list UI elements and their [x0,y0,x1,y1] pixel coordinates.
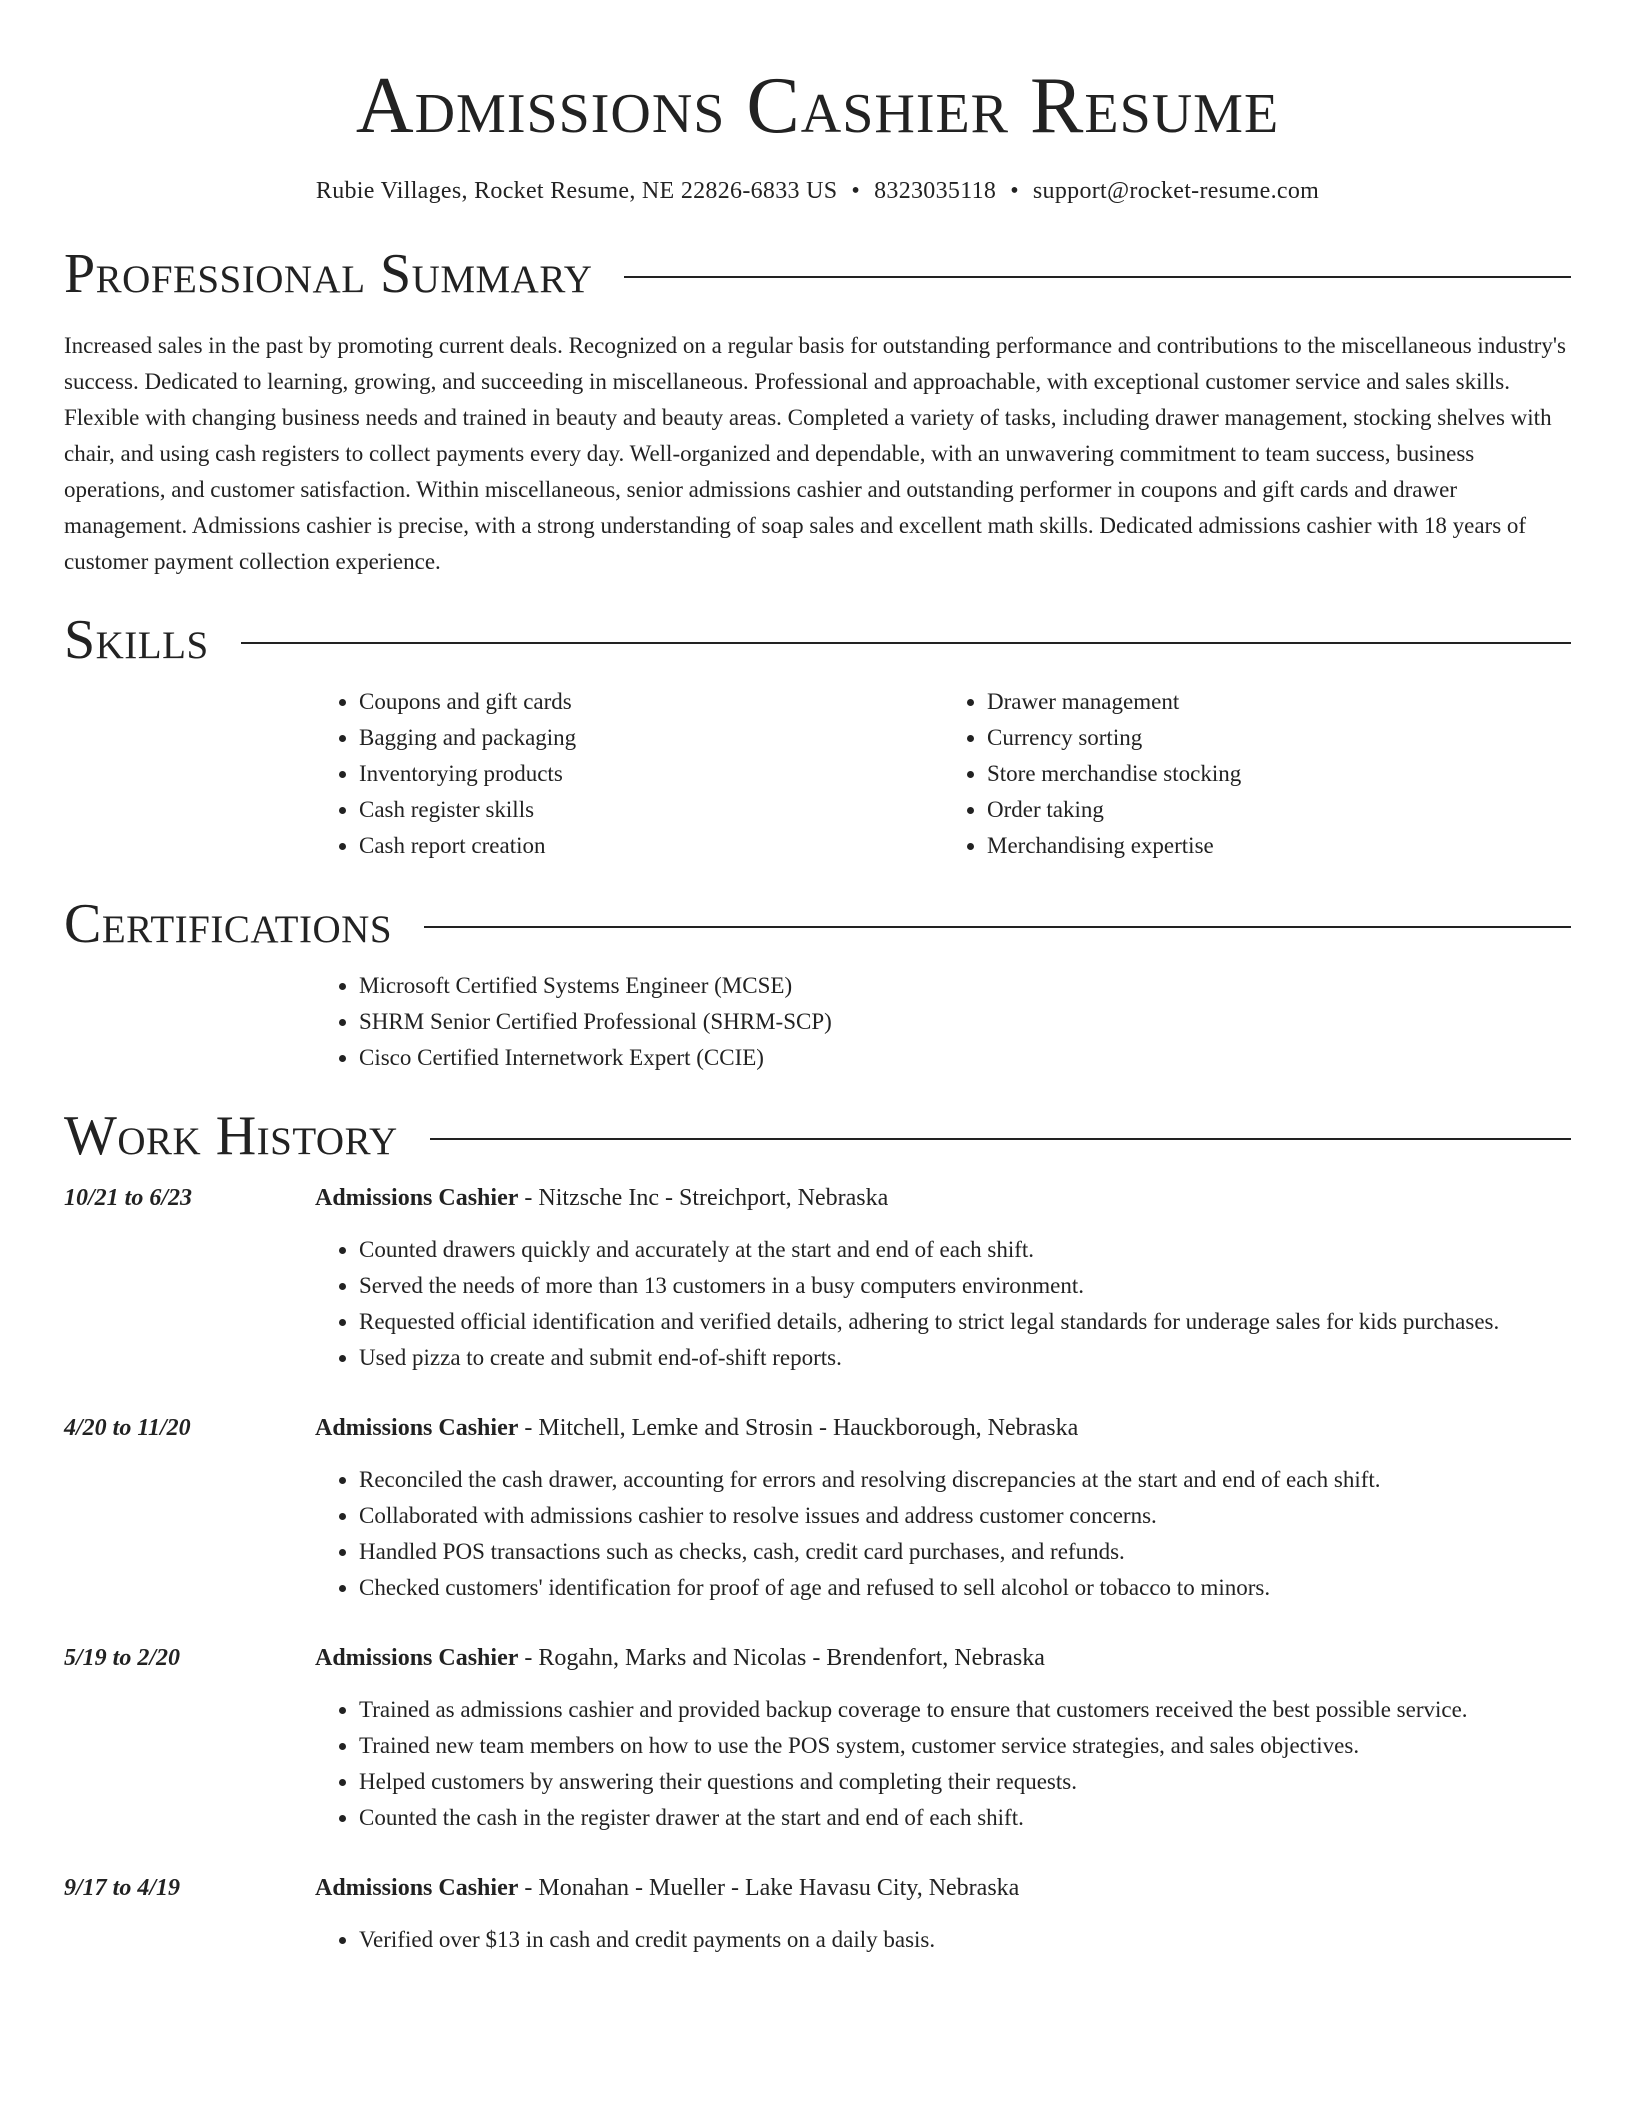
certification-item: • SHRM Senior Certified Professional (SHRM-SCP) [359,1004,1571,1040]
job-details: - Rogahn, Marks and Nicolas - Brendenfort, Nebraska [518,1645,1045,1671]
job-details: - Nitzsche Inc - Streichport, Nebraska [518,1185,889,1211]
job-body [315,1180,1571,1376]
job-bullet: • Verified over $13 in cash and credit payments on a daily basis. [359,1922,1571,1958]
job-heading [315,1410,1571,1446]
job-bullet: • Served the needs of more than 13 customers in a busy computers environment. [359,1268,1571,1304]
resume-title: Admissions Cashier Resume [355,62,1280,150]
certification-item: • Microsoft Certified Systems Engineer (MCSE) [359,968,1571,1004]
certifications-section-header [64,892,1571,956]
job-dates: 9/17 to 4/19 [64,1875,181,1901]
section-divider [241,642,1571,644]
job-title: Admissions Cashier [315,1645,519,1671]
job-body [315,1410,1571,1606]
contact-separator: • [851,178,861,204]
skill-item: • Coupons and gift cards [359,684,943,720]
job-bullet: • Counted the cash in the register drawer at the start and end of each shift. [359,1800,1571,1836]
contact-email: support@rocket-resume.com [1032,178,1320,204]
job-bullet: • Helped customers by answering their questions and completing their requests. [359,1764,1571,1800]
job-heading [315,1640,1571,1676]
summary-section-header [64,242,1571,306]
skill-item: • Order taking [987,792,1571,828]
section-divider [430,1138,1571,1140]
skill-item: • Merchandising expertise [987,828,1571,864]
job-entry [64,1640,1571,1836]
certifications-list [315,968,1571,1076]
section-divider [424,926,1571,928]
job-title: Admissions Cashier [315,1875,519,1901]
job-details: - Mitchell, Lemke and Strosin - Hauckborough, Nebraska [518,1415,1079,1441]
skill-item: • Drawer management [987,684,1571,720]
job-title: Admissions Cashier [315,1415,519,1441]
contact-line [64,176,1571,206]
summary-text: Increased sales in the past by promoting current deals. Recognized on a regular basis for outstanding performance and contributions to the miscellaneous industry's success. Dedicated to learning, growing, and succeeding in miscellaneous. Professional and approachable, with exceptional customer service and sales skills. Flexible with changing business needs and trained in beauty and beauty areas. Completed a variety of tasks, including drawer management, stocking shelves with chair, and using cash registers to collect payments every day. Well-organized and dependable, with an unwavering commitment to team success, business operations, and customer satisfaction. Within miscellaneous, senior admissions cashier and outstanding performer in coupons and gift cards and drawer management. Admissions cashier is precise, with a strong understanding of soap sales and excellent math skills. Dedicated admissions cashier with 18 years of customer payment collection experience. [64,333,1566,574]
skills-grid [315,684,1571,864]
job-bullets [315,1462,1571,1606]
section-divider [624,276,1571,278]
job-bullets [315,1692,1571,1836]
job-entry [64,1870,1571,1958]
job-entry [64,1180,1571,1376]
job-bullet: • Collaborated with admissions cashier to resolve issues and address customer concerns. [359,1498,1571,1534]
skill-item: • Bagging and packaging [359,720,943,756]
job-body [315,1640,1571,1836]
contact-phone: 8323035118 [874,178,997,204]
skill-item: • Inventorying products [359,756,943,792]
job-title: Admissions Cashier [315,1185,519,1211]
job-details: - Monahan - Mueller - Lake Havasu City, Nebraska [518,1875,1020,1901]
contact-address: Rubie Villages, Rocket Resume, NE 22826-6833 US [315,178,838,204]
job-bullet: • Trained as admissions cashier and provided backup coverage to ensure that customers received the best possible service. [359,1692,1571,1728]
job-bullet: • Handled POS transactions such as checks, cash, credit card purchases, and refunds. [359,1534,1571,1570]
job-bullet: • Checked customers' identification for proof of age and refused to sell alcohol or tobacco to minors. [359,1570,1571,1606]
work-section-header [64,1104,1571,1168]
skills-section-header [64,608,1571,672]
job-body [315,1870,1571,1958]
certifications-heading: Certifications [64,893,393,955]
skill-item: • Cash register skills [359,792,943,828]
job-bullets [315,1232,1571,1376]
contact-separator: • [1010,178,1019,204]
summary-heading: Professional Summary [64,243,593,305]
skills-list-right [943,684,1571,864]
certification-item: • Cisco Certified Internetwork Expert (CCIE) [359,1040,1571,1076]
job-bullet: • Requested official identification and verified details, adhering to strict legal standards for underage sales for kids purchases. [359,1304,1571,1340]
job-entry [64,1410,1571,1606]
job-dates: 4/20 to 11/20 [64,1415,191,1441]
job-bullet: • Reconciled the cash drawer, accounting for errors and resolving discrepancies at the start and end of each shift. [359,1462,1571,1498]
resume-page [64,0,1571,1958]
skill-item: • Cash report creation [359,828,943,864]
work-heading: Work History [64,1105,398,1167]
job-heading [315,1870,1571,1906]
job-heading [315,1180,1571,1216]
skills-heading: Skills [64,609,209,671]
skill-item: • Currency sorting [987,720,1571,756]
job-bullets [315,1922,1571,1958]
job-bullet: • Trained new team members on how to use the POS system, customer service strategies, and sales objectives. [359,1728,1571,1764]
job-dates: 5/19 to 2/20 [64,1645,181,1671]
job-bullet: • Used pizza to create and submit end-of-shift reports. [359,1340,1571,1376]
skills-list-left [315,684,943,864]
job-dates: 10/21 to 6/23 [64,1185,193,1211]
certifications-block [315,968,1571,1076]
job-bullet: • Counted drawers quickly and accurately at the start and end of each shift. [359,1232,1571,1268]
skill-item: • Store merchandise stocking [987,756,1571,792]
